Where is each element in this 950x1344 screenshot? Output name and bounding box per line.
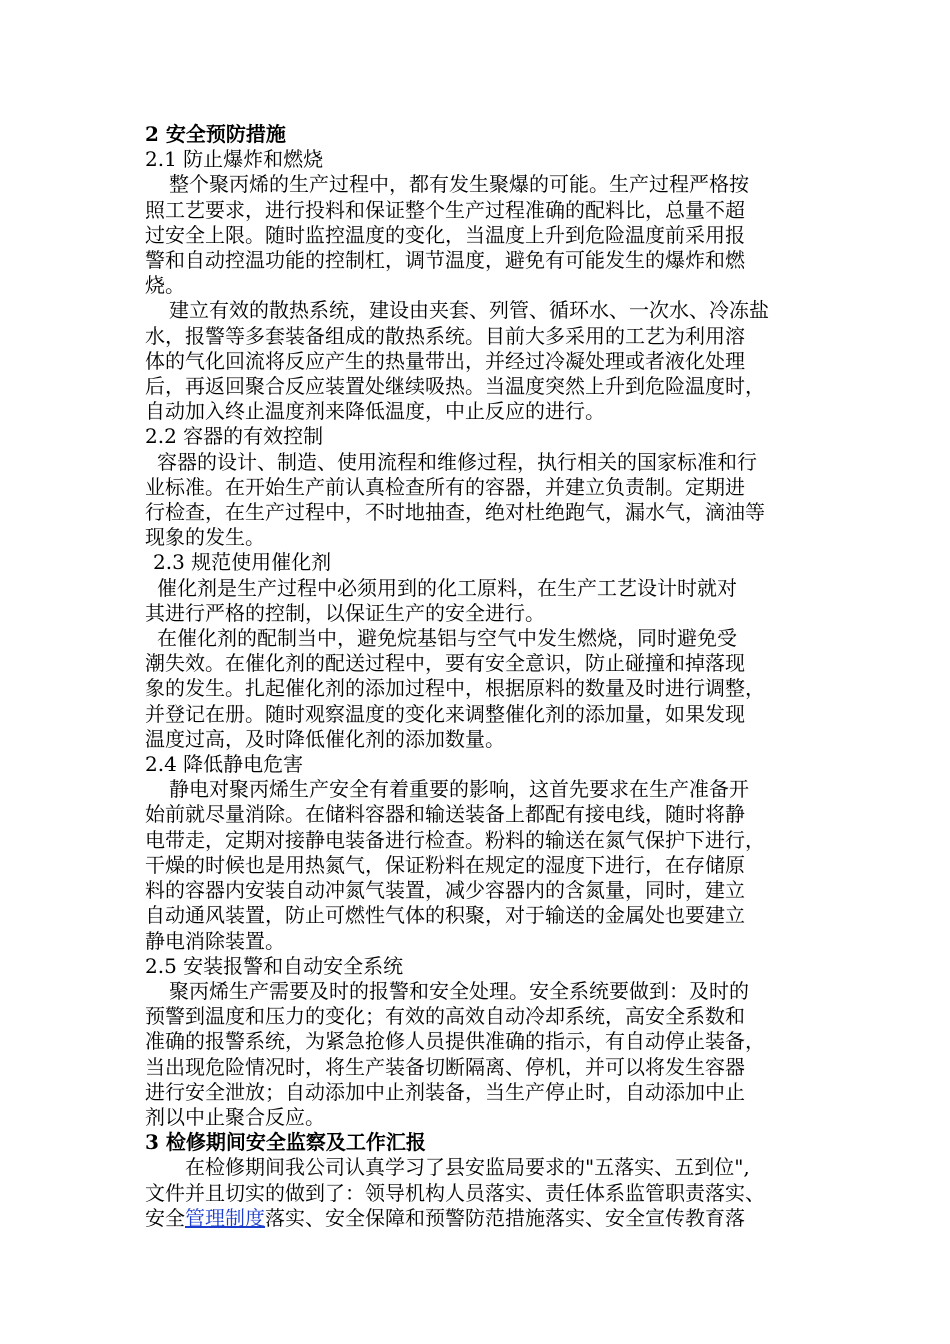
section-2-1-heading: 2.1 防止爆炸和燃烧 (145, 147, 324, 172)
paragraph-line: 其进行严格的控制，以保证生产的安全进行。 (145, 600, 545, 625)
paragraph-line: 在检修期间我公司认真学习了县安监局要求的"五落实、五到位", (185, 1155, 750, 1180)
paragraph-line: 准确的报警系统，为紧急抢修人员提供准确的指示，有自动停止装备， (145, 1029, 765, 1054)
paragraph-line: 预警到温度和压力的变化；有效的高效自动冷却系统，高安全系数和 (145, 1004, 745, 1029)
paragraph-line: 并登记在册。随时观察温度的变化来调整催化剂的添加量，如果发现 (145, 701, 745, 726)
section-2-5-heading: 2.5 安装报警和自动安全系统 (145, 953, 404, 978)
paragraph-line: 电带走，定期对接静电装备进行检查。粉料的输送在氮气保护下进行， (145, 827, 765, 852)
paragraph-line: 现象的发生。 (145, 525, 265, 550)
paragraph-line: 温度过高，及时降低催化剂的添加数量。 (145, 726, 505, 751)
paragraph-line: 料的容器内安装自动冲氮气装置，减少容器内的含氮量，同时，建立 (145, 878, 745, 903)
paragraph-line: 体的气化回流将反应产生的热量带出，并经过冷凝处理或者液化处理 (145, 348, 745, 373)
paragraph-line: 进行安全泄放；自动添加中止剂装备，当生产停止时，自动添加中止 (145, 1079, 745, 1104)
paragraph-line: 照工艺要求，进行投料和保证整个生产过程准确的配料比，总量不超 (145, 197, 745, 222)
text-segment: 安全 (145, 1205, 185, 1230)
paragraph-line: 催化剂是生产过程中必须用到的化工原料，在生产工艺设计时就对 (157, 575, 737, 600)
section-2-heading: 2 安全预防措施 (145, 122, 286, 146)
paragraph-line: 干燥的时候也是用热氮气，保证粉料在规定的湿度下进行，在存储原 (145, 852, 745, 877)
paragraph-line: 容器的设计、制造、使用流程和维修过程，执行相关的国家标准和行 (157, 449, 757, 474)
paragraph-line: 静电消除装置。 (145, 928, 285, 953)
section-2-5-paragraph-1 (145, 979, 825, 1130)
paragraph-line: 始前就尽量消除。在储料容器和输送装备上都配有接电线，随时将静 (145, 802, 745, 827)
paragraph-line: 业标准。在开始生产前认真检查所有的容器，并建立负责制。定期进 (145, 474, 745, 499)
paragraph-line: 当出现危险情况时，将生产装备切断隔离、停机，并可以将发生容器 (145, 1054, 745, 1079)
paragraph-line: 过安全上限。随时监控温度的变化，当温度上升到危险温度前采用报 (145, 222, 745, 247)
section-2-2-heading: 2.2 容器的有效控制 (145, 424, 324, 449)
paragraph-line: 象的发生。扎起催化剂的添加过程中，根据原料的数量及时进行调整， (145, 676, 765, 701)
management-system-link[interactable]: 管理制度 (185, 1205, 265, 1230)
paragraph-line: 警和自动控温功能的控制杠，调节温度，避免有可能发生的爆炸和燃 (145, 248, 745, 273)
paragraph-line: 烧。 (145, 273, 185, 298)
paragraph-line: 自动加入终止温度剂来降低温度，中止反应的进行。 (145, 399, 605, 424)
section-2-3-paragraph-1 (145, 576, 825, 626)
document-page (145, 122, 825, 1231)
section-2-1-paragraph-2 (145, 298, 825, 424)
paragraph-line: 自动通风装置，防止可燃性气体的积聚，对于输送的金属处也要建立 (145, 903, 745, 928)
section-2-3-heading: 2.3 规范使用催化剂 (153, 550, 332, 575)
paragraph-line: 整个聚丙烯的生产过程中，都有发生聚爆的可能。生产过程严格按 (169, 172, 749, 197)
paragraph-line (145, 1206, 825, 1231)
section-2-2-paragraph-1 (145, 450, 825, 551)
section-2-1-paragraph-1 (145, 172, 825, 298)
section-3-paragraph-1 (145, 1155, 825, 1231)
paragraph-line: 聚丙烯生产需要及时的报警和安全处理。安全系统要做到：及时的 (169, 978, 749, 1003)
paragraph-line: 水，报警等多套装备组成的散热系统。目前大多采用的工艺为利用溶 (145, 323, 745, 348)
paragraph-line: 潮失效。在催化剂的配送过程中，要有安全意识，防止碰撞和掉落现 (145, 651, 745, 676)
section-2-4-heading: 2.4 降低静电危害 (145, 752, 304, 777)
text-segment: 落实、安全保障和预警防范措施落实、安全宣传教育落 (265, 1205, 745, 1230)
paragraph-line: 静电对聚丙烯生产安全有着重要的影响，这首先要求在生产准备开 (169, 777, 749, 802)
section-2-3-paragraph-2 (145, 626, 825, 752)
paragraph-line: 在催化剂的配制当中，避免烷基铝与空气中发生燃烧，同时避免受 (157, 626, 737, 651)
paragraph-line: 文件并且切实的做到了：领导机构人员落实、责任体系监管职责落实、 (145, 1180, 765, 1205)
paragraph-line: 行检查，在生产过程中，不时地抽查，绝对杜绝跑气，漏水气，滴油等 (145, 500, 765, 525)
section-2-4-paragraph-1 (145, 777, 825, 953)
section-3-heading: 3 检修期间安全监察及工作汇报 (145, 1130, 426, 1155)
paragraph-line: 建立有效的散热系统，建设由夹套、列管、循环水、一次水、冷冻盐 (169, 298, 769, 323)
paragraph-line: 剂以中止聚合反应。 (145, 1104, 325, 1129)
paragraph-line: 后，再返回聚合反应装置处继续吸热。当温度突然上升到危险温度时， (145, 374, 765, 399)
